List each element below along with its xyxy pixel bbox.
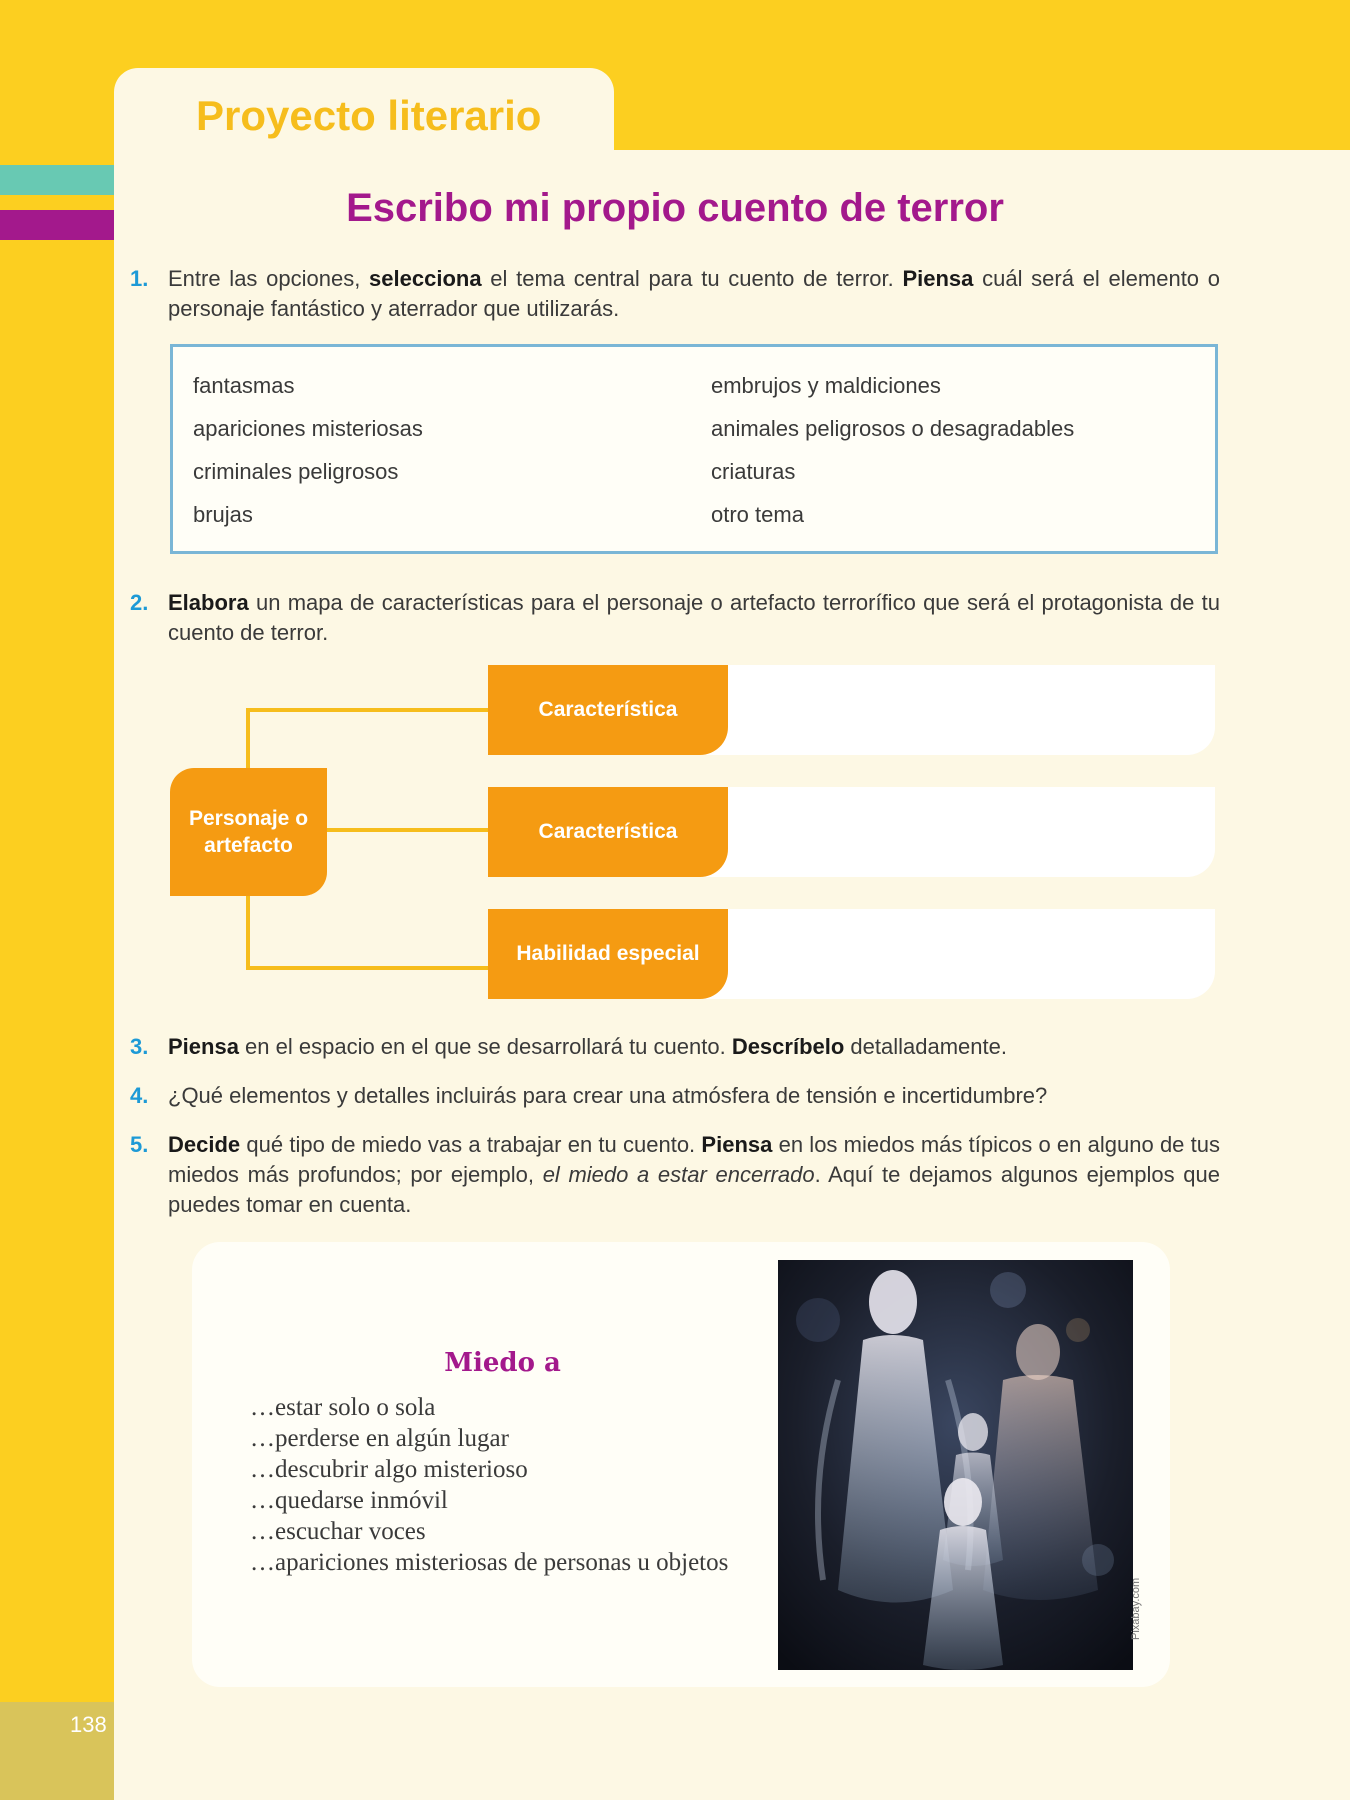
- photo-credit: Pixabay.com: [1130, 1577, 1142, 1640]
- page-number: 138: [70, 1712, 107, 1737]
- fear-item: …escuchar voces: [250, 1518, 426, 1545]
- question-1: [130, 264, 1220, 324]
- question-text: Decide qué tipo de miedo vas a trabajar en tu cuento. Piensa en los miedos más típicos o en alguno de tus miedos más profundos; por ejemplo, el miedo a estar encerrado. Aquí te dejamos algunos ejemplos que puedes tomar en cuenta.: [168, 1132, 1221, 1217]
- option: otro tema: [711, 502, 804, 527]
- section-label: Proyecto literario: [196, 92, 542, 139]
- question-text: Elabora un mapa de características para el personaje o artefacto terrorífico que será el protagonista de tu cuento de terror.: [168, 590, 1220, 645]
- question-2: [130, 588, 1220, 648]
- map-branch-1: [488, 665, 1215, 755]
- question-number: 3.: [130, 1034, 149, 1059]
- question-text: Piensa en el espacio en el que se desarrollará tu cuento. Descríbelo detalladamente.: [168, 1034, 1007, 1059]
- question-text: Entre las opciones, selecciona el tema central para tu cuento de terror. Piensa cuál será el elemento o personaje fantástico y aterrador que utilizarás.: [168, 266, 1220, 321]
- option: brujas: [193, 502, 253, 527]
- fear-item: …quedarse inmóvil: [250, 1487, 448, 1514]
- map-center-node: Personaje o artefacto: [170, 768, 327, 896]
- question-number: 1.: [130, 266, 149, 291]
- question-text: ¿Qué elementos y detalles incluirás para crear una atmósfera de tensión e incertidumbre?: [168, 1083, 1048, 1108]
- option: fantasmas: [193, 373, 295, 398]
- map-branch-3: [488, 909, 1215, 999]
- fear-item: …descubrir algo misterioso: [250, 1456, 528, 1483]
- question-3: [130, 1032, 1220, 1062]
- left-margin-band: [0, 150, 114, 1800]
- fear-item: …apariciones misteriosas de personas u objetos: [250, 1549, 729, 1576]
- map-connector-middle: [326, 828, 490, 832]
- question-number: 4.: [130, 1083, 149, 1108]
- fear-title: Miedo a: [444, 1348, 561, 1378]
- question-number: 2.: [130, 590, 149, 615]
- branch-label: Característica: [488, 665, 728, 755]
- branch-label: Característica: [488, 787, 728, 877]
- page-title: Escribo mi propio cuento de terror: [346, 186, 1004, 230]
- branch-label: Habilidad especial: [488, 909, 728, 999]
- option: animales peligrosos o desagradables: [711, 416, 1075, 441]
- question-number: 5.: [130, 1132, 149, 1157]
- option: criminales peligrosos: [193, 459, 399, 484]
- fear-item: …estar solo o sola: [250, 1394, 436, 1421]
- fear-item: …perderse en algún lugar: [250, 1425, 509, 1452]
- option: criaturas: [711, 459, 796, 484]
- map-branch-2: [488, 787, 1215, 877]
- option: apariciones misteriosas: [193, 416, 423, 441]
- map-connector-bottom: [246, 966, 490, 970]
- page-number-band: [0, 1702, 130, 1800]
- question-5: [130, 1130, 1220, 1220]
- ghost-figures-photo: [778, 1260, 1133, 1670]
- question-4: [130, 1081, 1220, 1111]
- option: embrujos y maldiciones: [711, 373, 941, 398]
- map-connector-top: [246, 708, 490, 712]
- topic-options-box: [170, 344, 1218, 554]
